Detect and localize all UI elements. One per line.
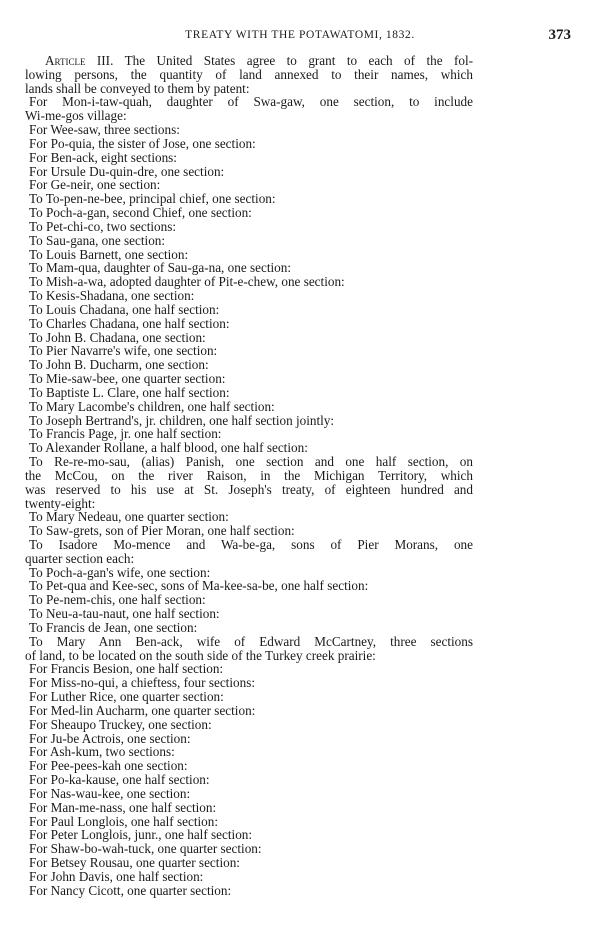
grant-line: For Paul Longlois, one half section: [29,813,218,829]
grant-line: For Ursule Du-quin-dre, one section: [29,163,225,179]
grant-line: the McCou, on the river Raison, in the Michigan Territory, which [25,468,473,483]
grant-line: For Luther Rice, one quarter section: [29,689,224,705]
grant-line: To Kesis-Shadana, one section: [29,288,195,304]
grant-line: To Pet-qua and Kee-sec, sons of Ma-kee-sa-be, one half section: [29,578,369,594]
grant-line: quarter section each: [25,550,135,566]
grant-line: To Mish-a-wa, adopted daughter of Pit-e-chew, one section: [29,274,345,290]
article-intro-line: lands shall be conveyed to them by patent: [25,80,250,96]
grant-line: For Nancy Cicott, one quarter section: [29,882,232,898]
grant-line: For Pee-pees-kah one section: [29,758,188,774]
grant-line: To John B. Chadana, one section: [29,329,206,345]
page-title: TREATY WITH THE POTAWATOMI, 1832. [185,29,415,41]
grant-line: For Man-me-nass, one half section: [29,799,217,815]
grant-line: To Francis Page, jr. one half section: [29,426,222,442]
grant-line: To Mary Nedeau, one quarter section: [29,509,229,525]
grant-line: For Betsey Rousau, one quarter section: [29,855,240,871]
grant-line: To Re-re-mo-sau, (alias) Panish, one section and one half section, on [29,455,473,469]
grant-line: twenty-eight: [25,495,96,511]
grant-line: For Ash-kum, two sections: [29,744,175,760]
running-head [0,27,600,45]
grant-line: For Ben-ack, eight sections: [29,149,177,165]
grant-line: was reserved to his use at St. Joseph's treaty, of eighteen hundred and [25,482,473,497]
grant-line: To Baptiste L. Clare, one half section: [29,384,230,400]
grant-line: For John Davis, one half section: [29,868,204,884]
article-body [25,54,473,898]
grant-line: To Pet-chi-co, two sections: [29,218,177,234]
grant-line: Wi-me-gos village: [25,108,127,124]
page-number: 373 [548,27,571,43]
grant-line: To Saw-grets, son of Pier Moran, one half section: [29,523,295,539]
grant-line: To Alexander Rollane, a half blood, one half section: [29,440,308,456]
grant-line: For Wee-saw, three sections: [29,122,180,138]
article-label: Article III. [45,54,114,68]
grant-line: To Neu-a-tau-naut, one half section: [29,606,220,622]
grant-line: For Ge-neir, one section: [29,177,161,193]
grant-line: To Louis Barnett, one section: [29,246,189,262]
grant-line: For Shaw-bo-wah-tuck, one quarter section: [29,841,262,857]
grant-line: For Po-ka-kause, one half section: [29,772,210,788]
grant-line: For Med-lin Aucharm, one quarter section: [29,702,256,718]
grant-line: For Sheaupo Truckey, one section: [29,716,212,732]
grant-line: To Joseph Bertrand's, jr. children, one half section jointly: [29,412,335,428]
grant-line: To Francis de Jean, one section: [29,619,198,635]
grant-line: For Peter Longlois, junr., one half section: [29,827,253,843]
grant-line: To Poch-a-gan, second Chief, one section: [29,205,252,221]
grant-line: For Miss-no-qui, a chieftess, four sections: [29,675,255,691]
grant-line: For Nas-wau-kee, one section: [29,785,191,801]
article-intro-line: lowing persons, the quantity of land annexed to their names, which [25,67,473,82]
article-intro-line: Article III. The United States agree to grant to each of the fol- [45,54,473,68]
grant-line: To Sau-gana, one section: [29,232,166,248]
grant-line: To John B. Ducharm, one section: [29,357,209,373]
grant-line: To Mary Lacombe's children, one half section: [29,398,275,414]
grant-line: To Isadore Mo-mence and Wa-be-ga, sons of Pier Morans, one [29,537,473,552]
grant-line: To Mary Ann Ben-ack, wife of Edward McCartney, three sections [29,634,473,649]
grant-line: For Po-quia, the sister of Jose, one section: [29,135,256,151]
grant-line: To To-pen-ne-bee, principal chief, one section: [29,191,276,207]
grant-line: To Pe-nem-chis, one half section: [29,592,206,608]
grant-line: For Mon-i-taw-quah, daughter of Swa-gaw, one section, to include [29,95,473,110]
grant-line: To Poch-a-gan's wife, one section: [29,564,211,580]
grant-line: To Mie-saw-bee, one quarter section: [29,371,226,387]
grant-line: To Mam-qua, daughter of Sau-ga-na, one section: [29,260,292,276]
grant-line: To Pier Navarre's wife, one section: [29,343,218,359]
grant-line: For Francis Besion, one half section: [29,661,224,677]
grant-line: of land, to be located on the south side of the Turkey creek prairie: [25,647,376,663]
grant-line: To Louis Chadana, one half section: [29,301,220,317]
grant-line: For Ju-be Actrois, one section: [29,730,191,746]
grant-line: To Charles Chadana, one half section: [29,315,230,331]
